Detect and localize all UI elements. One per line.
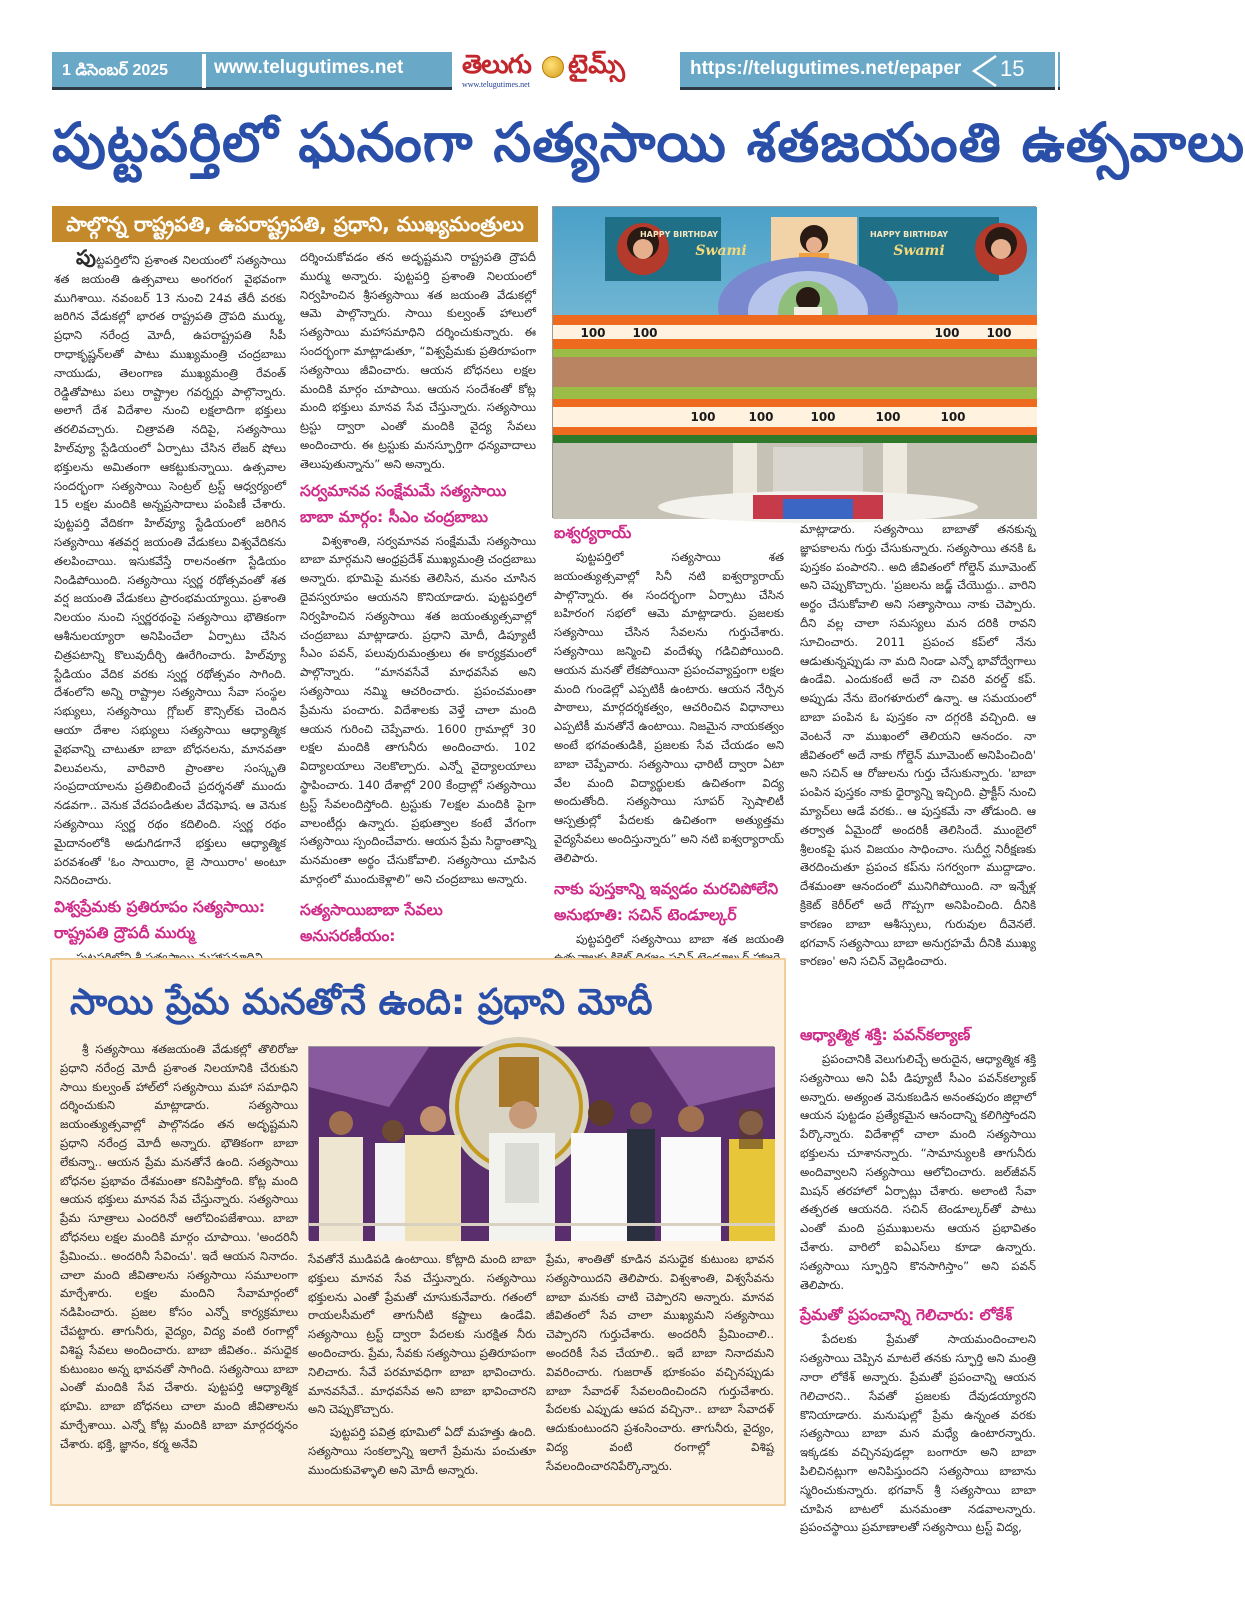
paragraph: శ్రీ సత్యసాయి శతజయంతి వేడుకల్లో తొలిరోజు ప్రధాని నరేంద్ర మోదీ ప్రశాంత నిలయానికి చేరుకుని సాయి కుల్వంత్ హాల్‌లో సత్యసాయి మహా సమాధిని దర్శించుకుని మాట్లాడారు. సత్యసాయి జయంత్యుత్సవాల్లో పాల్గొనడం తన అదృష్టమని ప్రధాని నరేంద్ర మోదీ అన్నారు. భౌతికంగా బాబా లేకున్నా.. ఆయన ప్రేమ మనతోనే ఉంది. సత్యసాయి బోధనల ప్రభావం దేశమంతా కనిపిస్తోంది. కోట్ల మంది ఆయన భక్తులు మానవ సేవ చేస్తున్నారు. సత్యసాయి ప్రేమ సూత్రాలు ఎందరినో ఆలోచింపజేశాయి. బాబా బోధనలు లక్షల మందికి మార్గం చూపాయి. 'అందరినీ ప్రేమించు.. అందరినీ సేవించు'. ఇదే ఆయన నినాదం. చాలా మంది జీవితాలను సత్యసాయి సమూలంగా మార్చేశారు. లక్షల మందిని సేవామార్గంలో నడిపించారు. ప్రజల కోసం ఎన్నో కార్యక్రమాలు చేపట్టారు. తాగునీరు, వైద్యం, విద్య వంటి రంగాల్లో విశిష్ట సేవలు అందించారు. బాబా జీవితం.. వసుధైక కుటుంబం అన్న భావనతో సాగింది. సత్యసాయి బాబా ఎంతో మందికి సేవ చేశారు. పుట్టపర్తి ఆధ్యాత్మిక భూమి. బాబా బోధనలు చాలా మంది జీవితాలను మార్చేశాయి. ఎన్నో కోట్ల మందికి బాబా మార్గదర్శనం చేశారు. భక్తి, జ్ఞానం, కర్మ అనేవి [60, 1042, 298, 1451]
section-heading-murmu: విశ్వప్రేమకు ప్రతిరూపం సత్యసాయి: రాష్ట్రపతి ద్రౌపదీ ముర్ము [54, 898, 266, 943]
section-heading-aishwarya: ఐశ్వర్యరాయ్ [554, 524, 632, 542]
garland-label: 100 [934, 326, 960, 340]
paragraph: పుట్టపర్తిలో సత్యసాయి శత జయంత్యుత్సవాల్లో సినీ నటి ఐశ్వర్యారాయ్ పాల్గొన్నారు. ఈ సందర్భంగా ఏర్పాటు చేసిన బహిరంగ సభలో ఆమె మాట్లాడారు. ప్రజలకు సత్యసాయి చేసిన సేవలను గుర్తుచేశారు. సత్యసాయి జన్మించి వందేళ్ళు గడిచిపోయింది. ఆయన మనతో లేకపోయినా ప్రపంచవ్యాప్తంగా లక్షల మంది గుండెల్లో ఎప్పటికీ ఉంటారు. ఆయన నేర్పిన పాఠాలు, మార్గదర్శకత్వం, ఆచరించిన విధానాలు ఎప్పటికీ మనతోనే ఉంటాయి. నిజమైన నాయకత్వం అంటే భగవంతుడికి, ప్రజలకు సేవ చేయడం అని బాబా చెప్పేవారు. సత్యసాయి ఛారిటీ ద్వారా ఏటా వేల మంది విద్యార్థులకు ఉచితంగా విద్య అందుతోంది. సత్యసాయి సూపర్ స్పెషాలిటీ ఆస్పత్రుల్లో పేదలకు ఉచితంగా అత్యుత్తమ వైద్యసేవలు అందిస్తున్నారు” అని నటి ఐశ్వర్యారాయ్ తెలిపారు. [554, 550, 784, 865]
banner-title-right: HAPPY BIRTHDAY [869, 230, 949, 239]
garland-label: 100 [940, 410, 966, 424]
drop-cap: పు [76, 245, 96, 269]
article-column-4-lower [800, 1018, 1036, 1537]
masthead-divider [202, 54, 206, 88]
banner-title-left: HAPPY BIRTHDAY [639, 230, 719, 239]
lead-paragraph: పుట్టపర్తిలోని ప్రశాంత నిలయంలో సత్యసాయి శత జయంతి ఉత్సవాలు అంగరంగ వైభవంగా ముగిశాయి. నవంబర్ 13 నుంచి 24వ తేదీ వరకు జరిగిన వేడుకల్లో భారత రాష్ట్రపతి ద్రౌపది ముర్ము, ప్రధాని నరేంద్ర మోదీ, ఉపరాష్ట్రపతి సీపీ రాధాకృష్ణన్‌లతో పాటు ముఖ్యమంత్రి చంద్రబాబు నాయుడు, తెలంగాణ ముఖ్యమంత్రి రేవంత్ రెడ్డితోపాటు పలు రాష్ట్రాల గవర్నర్లు పాల్గొన్నారు. అలాగే దేశ విదేశాల నుంచి లక్షలాదిగా భక్తులు తరలివచ్చారు. చిత్రావతి నదిపై, సత్యసాయి హిల్‌వ్యూ స్టేడియంలో ఏర్పాటు చేసిన లేజర్ షోలు భక్తులను అమితంగా ఆకట్టుకున్నాయి. ఉత్సవాల సందర్భంగా సత్యసాయి సెంట్రల్ ట్రస్ట్ ఆధ్వర్యంలో 15 లక్షల మందికి అన్నప్రసాదాలు పంపిణీ చేశారు. పుట్టపర్తి వేదికగా హిల్‌వ్యూ స్టేడియంలో జరిగిన సత్యసాయి శతవర్ష జయంతి వేడుకలు విశ్వవేదికను తలపించాయి. ఇసుకవేస్తే రాలనంతగా స్టేడియం నిండిపోయింది. సత్యసాయి స్వర్ణ రథోత్సవంతో శత వర్ష జయంతి వేడుకలు ప్రారంభమయ్యాయి. ప్రశాంతి నిలయం నుంచి స్వర్ణరథంపై సత్యసాయి భౌతికంగా ఆశీనులయ్యారా అనిపించేలా ఏర్పాటు చేసిన చిత్రపటాన్ని కొలువుదీర్చి ఊరేగించారు. హిల్‌వ్యూ స్టేడియం వేదిక వరకు స్వర్ణ రథోత్సవం సాగింది. దేశంలోని అన్ని రాష్ట్రాల సత్యసాయి సేవా సంస్థల సభ్యులు, సత్యసాయి గ్లోబల్ కౌన్సిల్‌కు చెందిన ఆయా దేశాల సభ్యులు సత్యసాయి ఆధ్యాత్మిక వైభవాన్ని చాటుతూ బాబా బోధనలను, మానవతా విలువలను, వారివారి ప్రాంతాల సంస్కృతి సంప్రదాయాలను ప్రతిబింబించే ప్రదర్శనతో ముందు నడవగా.. వెనుక వేదపండితుల వేదఘోష. ఆ వెనుక సత్యసాయి స్వర్ణ రథం కదిలింది. స్వర్ణ రథం మైదానంలోకి అడుగిడగానే భక్తులు ఆధ్యాత్మిక పరవశంతో 'ఓం సాయిరాం, జై సాయిరాం' అంటూ నినదించారు. [54, 245, 286, 888]
paragraph: దర్శించుకోవడం తన అదృష్టమని రాష్ట్రపతి ద్రౌపదీ ముర్ము అన్నారు. పుట్టపర్తి ప్రశాంతి నిలయంలో నిర్వహించిన శ్రీసత్యసాయి శత జయంతి వేడుకల్లో ఆమె పాల్గొన్నారు. సాయి కుల్వంత్ హాలులో సత్యసాయి మహాసమాధిని దర్శించుకున్నారు. ఈ సందర్భంగా మాట్లాడుతూ, “విశ్వప్రేమకు ప్రతిరూపంగా సత్యసాయి జీవించారు. ఆయన బోధనలు లక్షల మందికి మార్గం చూపాయి. ఆయన సందేశంతో కోట్ల మంది భక్తులు మానవ సేవ చేస్తున్నారు. సత్యసాయి ట్రస్టు ద్వారా ఎంతో మందికి వైద్య సేవలు అందించారు. ఈ ట్రస్టుకు మనస్ఫూర్తిగా ధన్యవాదాలు తెలుపుతున్నాను” అని అన్నారు. [300, 250, 536, 471]
banner-name-right: Swami [893, 243, 945, 259]
dignitaries-photo-illustration [309, 1047, 775, 1241]
subheadline-banner: పాల్గొన్న రాష్ట్రపతి, ఉపరాష్ట్రపతి, ప్రధాని, ముఖ్యమంత్రులు [52, 206, 538, 242]
section-heading-services: సత్యసాయిబాబా సేవలు అనుసరణీయం: [300, 900, 443, 945]
box-column-1 [60, 1040, 298, 1454]
modi-feature-box [50, 958, 786, 1506]
paragraph: ప్రపంచానికి వెలుగులిచ్చే అరుదైన, ఆధ్యాత్మిక శక్తి సత్యసాయి అని ఏపీ డిప్యూటీ సీఎం పవన్‌కల్యాణ్ అన్నారు. అత్యంత వెనుకబడిన అనంతపురం జిల్లాలో ఆయన పుట్టడం ప్రత్యేకమైన ఆనందాన్ని కలిగిస్తోందని పేర్కొన్నారు. విదేశాల్లో చాలా మంది సత్యసాయి భక్తులను చూశానన్నారు. “సామాన్యులకి తాగునీరు అందివ్వాలని సత్యసాయి ఆలోచించారు. జల్‌జీవన్ మిషన్ తరహాలో ఏర్పాట్లు చేశారు. అలాంటి సేవా తత్పరత ఆయనది. సచిన్ టెండూల్కర్‌తో పాటు ఎంతో మంది ప్రముఖులను ఆయన ప్రభావితం చేశారు. వారిలో ఐఏఎస్‌లు కూడా ఉన్నారు. సత్యసాయి స్ఫూర్తిని కొనసాగిస్తాం” అని పవన్ తెలిపారు. [800, 1052, 1036, 1292]
epaper-link[interactable]: https://telugutimes.net/epaper [690, 58, 962, 79]
masthead-end-bar [1055, 52, 1058, 90]
section-heading-sachin: నాకు పుస్తకాన్ని ఇవ్వడం మరచిపోలేని అనుభూతి: సచిన్ టెండూల్కర్ [554, 879, 779, 924]
page-number: 15 [1000, 56, 1025, 81]
garland-label: 100 [580, 326, 606, 340]
garland-label: 100 [986, 326, 1012, 340]
garland-label: 100 [810, 410, 836, 424]
paragraph: మాట్లాడారు. సత్యసాయి బాబాతో తనకున్న జ్ఞాపకాలను గుర్తు చేసుకున్నారు. సత్యసాయి తనకి ఓ పుస్తకం పంపారని.. అది జీవితంలో గోల్డెన్ మూమెంట్ అని చెప్పుకొచ్చారు. 'ప్రజలను జడ్జ్ చేయొద్దు.. వారిని అర్థం చేసుకోవాలి అని సత్యాసాయి నాకు చెప్పారు. దీని వల్ల చాలా సమస్యలు మన దరికి రావని సూచించారు. 2011 ప్రపంచ కప్‌లో నేను ఆడుతున్నప్పుడు నా మది నిండా ఎన్నో భావోద్వేగాలు ఉండేవి. ఎందుకంటే అదే నా చివరి వరల్డ్ కప్. అప్పుడు నేను బెంగళూరులో ఉన్నా. ఆ సమయంలో బాబా పంపిన ఓ పుస్తకం నా దగ్గరకి వచ్చింది. ఆ వెంటనే నా ముఖంలో తెలియని ఆనందం. నా జీవితంలో అదే నాకు గోల్డెన్ మూమెంట్ అనిపించింది' అని సచిన్ ఆ రోజులను గుర్తు చేసుకున్నారు. 'బాబా పంపిన పుస్తకం నాకు ధైర్యాన్ని ఇచ్చింది. ప్రాక్టీస్ నుంచి మ్యాచ్‌లు ఆడే వరకు.. ఆ పుస్తకమే నా తోడుంది. ఆ తర్వాత ఏమైందో అందరికీ తెలిసిందే. ముంబైలో శ్రీలంకపై ఘన విజయం సాధించాం. సుదీర్ఘ నిరీక్షణకు తెరదించుతూ ప్రపంచ కప్‌ను సగర్వంగా ముద్దాడాం. దేశమంతా ఆనందంలో మునిగిపోయింది. నా ఇన్నేళ్ల క్రికెట్ కెరీర్‌లో అదే గొప్పగా అనిపించింది. దీనికి కారణం బాబా ఆశీస్సులు, గురువుల దీవెనలే. భగవాన్ సత్యసాయి బాబా అనుగ్రహమే దీనికి ముఖ్య కారణం' అని సచిన్ వెల్లడించారు. [800, 522, 1036, 969]
section-heading-lokesh: ప్రేమతో ప్రపంచాన్ని గెలిచారు: లోకేశ్ [800, 1306, 1013, 1325]
telugu-times-logo[interactable] [460, 50, 640, 92]
banner-name-left: Swami [695, 243, 747, 259]
stage-photo-illustration [553, 207, 1037, 519]
masthead-left-bar [52, 52, 452, 90]
box-headline: సాయి ప్రేమ మనతోనే ఉంది: ప్రధాని మోదీ [70, 982, 653, 1023]
logo-word-telugu: తెలుగు [462, 50, 531, 80]
paragraph: పుట్టపర్తిలో సత్యసాయి బాబా శత జయంతి [576, 931, 784, 946]
masthead [52, 52, 1060, 90]
paragraph: పేదలకు ప్రేమతో సాయమందించాలని సత్యసాయి చెప్పిన మాటలే తనకు స్ఫూర్తి అని మంత్రి నారా లోకేశ్ అన్నారు. ప్రేమతో ప్రపంచాన్ని ఆయన గెలిచారని.. సేవతో ప్రజలకు దేవుడయ్యారని కొనియాడారు. మనుషుల్లో ప్రేమ ఉన్నంత వరకు సత్యసాయి బాబా మన మధ్యే ఉంటారన్నారు. ఇక్కడకు వచ్చినపుడల్లా బంగారూ అని బాబా పిలిచినట్లుగా అనిపిస్తుందని సత్యసాయి బాబాను స్మరించుకున్నారు. భగవాన్ శ్రీ సత్యసాయి బాబా చూపిన బాటలో మనమంతా నడవాలన్నారు. ప్రపంచస్థాయి ప్రమాణాలతో సత్యసాయి ట్రస్ట్ విద్య, [800, 1332, 1036, 1535]
garland-label: 100 [875, 410, 901, 424]
paragraph: సేవతోనే ముడిపడి ఉంటాయి. కోట్లాది మంది బాబా భక్తులు మానవ సేవ చేస్తున్నారు. సత్యసాయి భక్తులను ఎంతో ప్రేమతో చూసుకునేవారు. గతంలో రాయలసీమలో తాగునీటి కష్టాలు ఉండేవి. సత్యసాయి ట్రస్ట్ ద్వారా పేదలకు సురక్షిత నీరు అందించారు. ప్రేమ, సేవకు సత్యసాయి ప్రతిరూపంగా నిలిచారు. సేవే పరమావధిగా బాబా భావించారు. మానవసేవే.. మాధవసేవ అని బాబా భావించారని అని చెప్పుకొచ్చారు. [308, 1252, 536, 1417]
garland-label: 100 [632, 326, 658, 340]
section-heading-pawan: ఆధ్యాత్మిక శక్తి: పవన్‌కల్యాణ్ [800, 1026, 971, 1044]
paragraph: విశ్వశాంతి, సర్వమానవ సంక్షేమమే సత్యసాయి బాబా మార్గమని ఆంధ్రప్రదేశ్ ముఖ్యమంత్రి చంద్రబాబు అన్నారు. భూమిపై మనకు తెలిసిన, మనం చూసిన దైవస్వరూపం ఆయనని కొనియాడారు. పుట్టపర్తిలో నిర్వహించిన సత్యసాయి శత జయంత్యుత్సవాల్లో చంద్రబాబు మాట్లాడారు. ప్రధాని మోదీ, డిప్యూటీ సీఎం పవన్, పలువురుమంత్రులు ఈ కార్యక్రమంలో పాల్గొన్నారు. “మానవసేవే మాధవసేవ అని సత్యసాయి నమ్మి ఆచరించారు. ప్రపంచమంతా ప్రేమను పంచారు. విదేశాలకు వెళ్తే చాలా మంది ఆయన గురించి చెప్పేవారు. 1600 గ్రామాల్లో 30 లక్షల మందికి తాగునీరు అందించారు. 102 విద్యాలయాలు నెలకొల్పారు. ఎన్నో వైద్యాలయాలు స్థాపించారు. 140 దేశాల్లో 200 కేంద్రాల్లో సత్యసాయి ట్రస్ట్ సేవలందిస్తోంది. ట్రస్టుకు 7లక్షల మందికి పైగా వాలంటీర్లు ఉన్నారు. ప్రభుత్వాల కంటే వేగంగా సత్యసాయి స్పందించేవారు. ఆయన ప్రేమ సిద్ధాంతాన్ని మనమంతా అర్థం చేసుకోవాలి. సత్యసాయి చూపిన మార్గంలో ముందుకెళ్లాలి” అని చంద్రబాబు అన్నారు. [300, 533, 536, 886]
stage-photo [552, 206, 1036, 518]
garland-label: 100 [690, 410, 716, 424]
box-column-3 [546, 1250, 774, 1476]
site-link[interactable]: www.telugutimes.net [214, 57, 404, 78]
article-column-4 [800, 520, 1036, 971]
paragraph: పుట్టపర్తి పవిత్ర భూమిలో ఏదో మహత్తు ఉంది. సత్యసాయి సంకల్పాన్ని ఇలాగే ప్రేమను పంచుతూ ముందుకువెళ్ళాలి అని మోదీ అన్నారు. [308, 1425, 536, 1477]
logo-word-times: టైమ్స్ [568, 50, 625, 80]
issue-date: 1 డిసెంబర్ 2025 [62, 62, 169, 79]
logo-url: www.telugutimes.net [462, 80, 530, 89]
page-chevron-left-icon [970, 54, 1000, 88]
masthead-right-bar [680, 52, 1060, 90]
globe-icon [542, 56, 564, 78]
box-column-2 [308, 1250, 536, 1480]
article-column-2 [300, 248, 536, 951]
paragraph: ప్రేమ, శాంతితో కూడిన వసుధైక కుటుంబ భావన సత్యసాయిదని తెలిపారు. విశ్వశాంతి, విశ్వసేవను బాబా మనకు చాటి చెప్పారని అన్నారు. మానవ జీవితంలో సేవ చాలా ముఖ్యమని సత్యసాయి చెప్పారని గుర్తుచేశారు. అందరినీ ప్రేమించాలి.. అందరికీ సేవ చేయాలి.. ఇదే బాబా నినాదమని వివరించారు. గుజరాత్ భూకంపం వచ్చినప్పుడు బాబా సేవాదళ్ సేవలందించిందని గుర్తుచేశారు. పేదలకు ఎప్పుడు ఆపద వచ్చినా.. బాబా సేవాదళ్ ఆదుకుంటుందని ప్రశంసించారు. తాగునీరు, వైద్యం, విద్య వంటి రంగాల్లో విశిష్ట సేవలందించారనిపేర్కొన్నారు. [546, 1252, 774, 1473]
section-heading-chandrababu: సర్వమానవ సంక్షేమమే సత్యసాయి బాబా మార్గం: సీఎం చంద్రబాబు [300, 481, 507, 526]
article-column-3 [554, 520, 784, 967]
article-column-1 [54, 245, 286, 967]
garland-label: 100 [748, 410, 774, 424]
dignitaries-photo [308, 1046, 774, 1240]
main-headline: పుట్టపర్తిలో ఘనంగా సత్యసాయి శతజయంతి ఉత్సవాలు [52, 111, 1245, 174]
